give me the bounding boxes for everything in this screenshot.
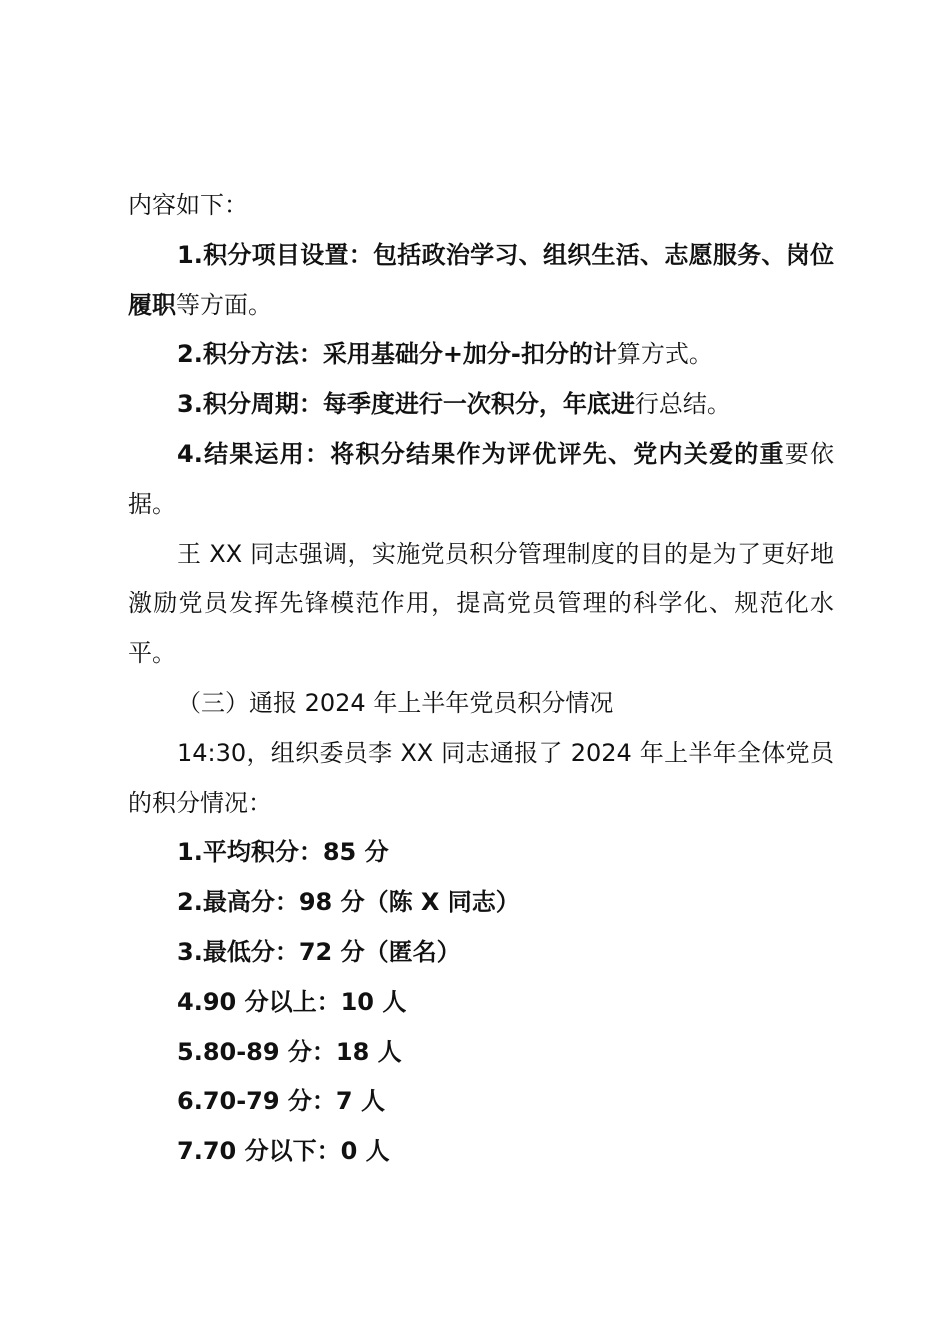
bold-text-run: 4.90 分以上：10 人 bbox=[177, 987, 407, 1016]
text-run: 14:30，组织委员李 XX 同志通报了 2024 年上半年全体党员的积分情况： bbox=[128, 738, 834, 817]
paragraph-report bbox=[128, 729, 834, 829]
bold-text-run: 6.70-79 分：7 人 bbox=[177, 1087, 385, 1116]
bold-text-run: 2.积分方法：采用基础分+加分-扣分的计 bbox=[177, 340, 617, 369]
bold-text-run: 2.最高分：98 分（陈 X 同志） bbox=[177, 888, 520, 917]
text-run: 算方式。 bbox=[616, 340, 713, 369]
section-heading bbox=[128, 679, 834, 729]
stat-highest bbox=[128, 878, 834, 928]
stat-below-70 bbox=[128, 1127, 834, 1177]
bold-text-run: 4.结果运用：将积分结果作为评优评先、党内关爱的重 bbox=[177, 439, 785, 468]
bold-text-run: 5.80-89 分：18 人 bbox=[177, 1037, 402, 1066]
stat-80-89 bbox=[128, 1028, 834, 1078]
bold-text-run: 3.积分周期：每季度进行一次积分，年底进 bbox=[177, 390, 635, 419]
paragraph-item-3 bbox=[128, 380, 834, 430]
text-run: （三）通报 2024 年上半年党员积分情况 bbox=[177, 688, 614, 717]
paragraph-item-1 bbox=[128, 231, 834, 331]
stat-above-90 bbox=[128, 978, 834, 1028]
paragraph-emphasis bbox=[128, 530, 834, 679]
text-run: 行总结。 bbox=[634, 390, 731, 419]
paragraph-item-2 bbox=[128, 330, 834, 380]
stat-70-79 bbox=[128, 1077, 834, 1127]
bold-text-run: 3.最低分：72 分（匿名） bbox=[177, 937, 461, 966]
document-page bbox=[128, 181, 834, 1177]
bold-text-run: 1.积分项目设置：包括政治学习、组织生活、志愿服务、岗位履职 bbox=[128, 240, 834, 319]
bold-text-run: 7.70 分以下：0 人 bbox=[177, 1137, 390, 1166]
text-run: 王 XX 同志强调，实施党员积分管理制度的目的是为了更好地激励党员发挥先锋模范作用，提高党员管理的科学化、规范化水平。 bbox=[128, 539, 834, 668]
paragraph-intro bbox=[128, 181, 834, 231]
bold-text-run: 1.平均积分：85 分 bbox=[177, 838, 389, 867]
stat-average bbox=[128, 828, 834, 878]
text-run: 等方面。 bbox=[176, 290, 272, 319]
text-run: 要依据。 bbox=[128, 439, 834, 518]
paragraph-item-4 bbox=[128, 430, 834, 530]
text-run: 内容如下： bbox=[128, 191, 248, 219]
stat-lowest bbox=[128, 928, 834, 978]
